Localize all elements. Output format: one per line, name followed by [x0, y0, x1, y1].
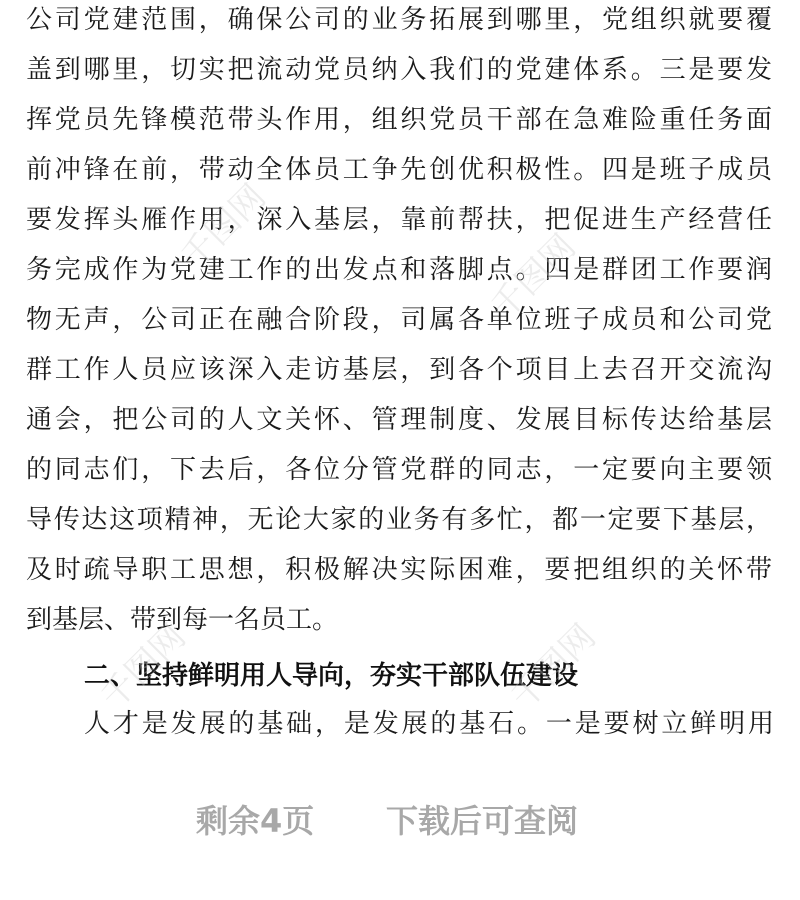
paragraph-line: 到基层、带到每一名员工。	[26, 605, 339, 635]
download-hint-label[interactable]: 下载后可查阅	[386, 802, 579, 840]
remaining-pages-label[interactable]: 剩余4页	[196, 802, 315, 840]
section-heading: 二、坚持鲜明用人导向，夯实干部队伍建设	[84, 661, 579, 691]
paragraph-line: 导传达这项精神，无论大家的业务有多忙，都一定要下基层，	[26, 505, 772, 535]
section-first-line: 人才是发展的基础，是发展的基石。一是要树立鲜明用	[84, 709, 774, 739]
watermark: 千图网	[483, 226, 584, 328]
watermark: 千图网	[503, 616, 604, 718]
paragraph-line: 挥党员先锋模范带头作用，组织党员干部在急难险重任务面	[26, 105, 772, 135]
paragraph-line: 公司党建范围，确保公司的业务拓展到哪里，党组织就要覆	[26, 5, 772, 35]
paragraph-line: 群工作人员应该深入走访基层，到各个项目上去召开交流沟	[26, 355, 772, 385]
paragraph-line: 及时疏导职工思想，积极解决实际困难，要把组织的关怀带	[26, 555, 772, 585]
paragraph-line: 盖到哪里，切实把流动党员纳入我们的党建体系。三是要发	[26, 55, 772, 85]
paragraph-line: 务完成作为党建工作的出发点和落脚点。四是群团工作要润	[26, 255, 772, 285]
paragraph-line: 要发挥头雁作用，深入基层，靠前帮扶，把促进生产经营任	[26, 205, 772, 235]
watermark: 千图网	[93, 616, 194, 718]
paragraph-line: 通会，把公司的人文关怀、管理制度、发展目标传达给基层	[26, 405, 772, 435]
paragraph-line: 前冲锋在前，带动全体员工争先创优积极性。四是班子成员	[26, 155, 772, 185]
paragraph-line: 的同志们，下去后，各位分管党群的同志，一定要向主要领	[26, 455, 772, 485]
paragraph-line: 物无声，公司正在融合阶段，司属各单位班子成员和公司党	[26, 305, 772, 335]
download-banner[interactable]	[0, 796, 800, 846]
watermark: 千图网	[173, 176, 274, 278]
